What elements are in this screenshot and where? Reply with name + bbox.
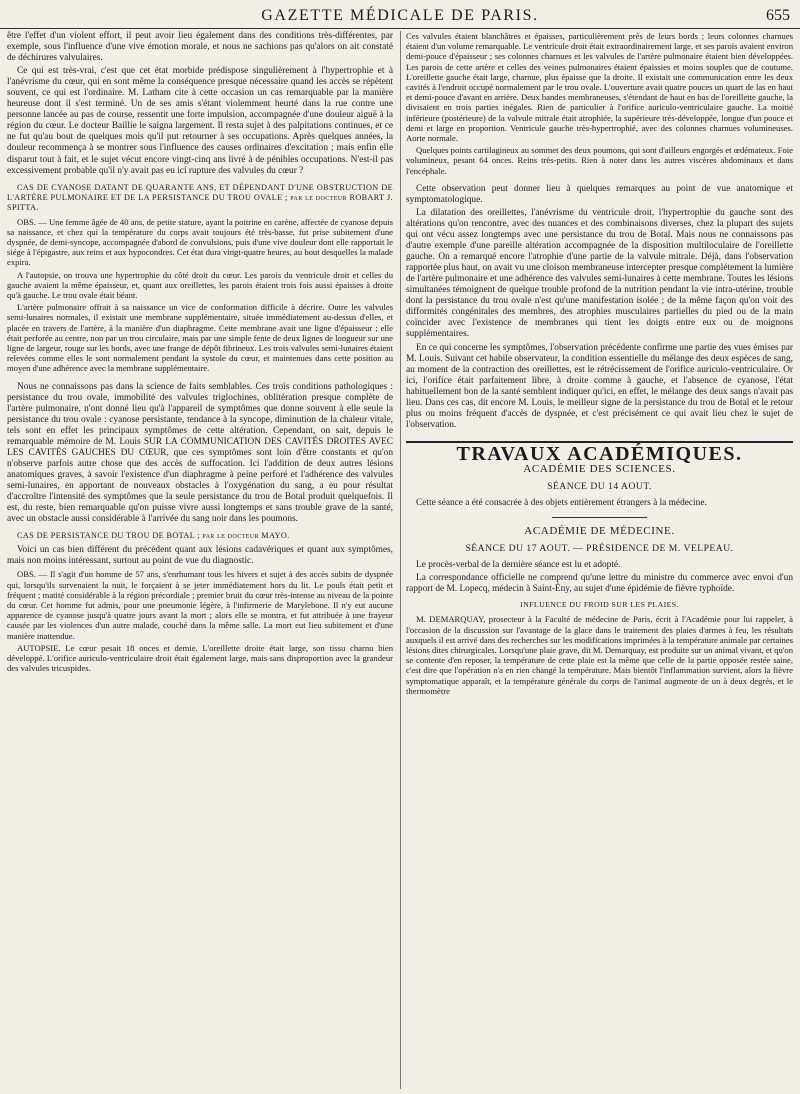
separator-rule [552, 517, 647, 518]
paragraph: Ces valvules étaient blanchâtres et épaisses, particulièrement près de leurs bords ; leurs colonnes charnues étaient d'un volume remarquable. Le ventricule droit était extraordinairement large, et ses parois avaient environ demi-pouce d'épaisseur ; ses colonnes charnues et les valvules de l'artère pulmonaire étaient bien développées. Les parois de cette artère et celles des veines pulmonaires étaient épaissies et moins souples que de coutume. L'oreillette gauche était large, charnue, plus épaisse que la droite. Il existait une communication entre les deux cavités à l'endroit occupé normalement par le trou ovale. L'ouverture avait quatre pouces un quart de las en haut et demi-pouce d'avant en arrière. Deux bandes membraneuses, s'étendant de haut en bas de l'oreillette gauche, la divisaient en trois parties inégales. Rien de particulier à l'orifice auriculo-ventriculaire gauche. La moitié inférieure (postérieure) de la valvule mitrale était atrophiée, la supérieure très-développée, longue d'un pouce et demi et large en proportion. Ventricule gauche très-hypertrophié, avec des colonnes charnues volumineuses. Aorte normale. [406, 31, 793, 144]
right-column [406, 31, 793, 1089]
session-heading: SÉANCE DU 14 AOUT. [547, 480, 652, 492]
section-title: TRAVAUX ACADÉMIQUES. [406, 441, 793, 460]
autopsy-paragraph: A l'autopsie, on trouva une hypertrophie du côté droit du cœur. Les parois du ventricule droit et celles du gauche avaient la même épaisseur, et, quant aux oreillettes, les parois étaient trois fois aussi épaisses à droite qu'à gauche. Le trou ovale était béant. [7, 269, 393, 301]
observation-paragraph: OBS. — Il s'agit d'un homme de 57 ans, s'enrhumant tous les hivers et sujet à des accès subits de dyspnée qui, lorsqu'ils survenaient la nuit, le forçaient à se jeter immédiatement hors du lit. Le pouls était petit et fréquent ; matité considérable à la région précordiale ; premier bruit du cœur très-intense au niveau de la pointe du cœur. Cet homme fut admis, pour une pneumonie légère, à l'infirmerie de Marylebone. Il n'y eut aucune apparence de cyanose jusqu'à quatre jours avant la mort ; alors elle se montra, et fut attribuée à une frayeur causée par les violences d'un autre malade, couché dans la même salle. La mort eut lieu subitement et d'une manière inattendue. [7, 569, 393, 641]
paragraph: La correspondance officielle ne comprend qu'une lettre du ministre du commerce avec envoi d'un rapport de M. Lopecq, médecin à Saint-Ény, au sujet d'une épidémie de fièvre typhoïde. [406, 573, 793, 595]
paragraph: L'artère pulmonaire offrait à sa naissance un vice de conformation difficile à décrire. Outre les valvules semi-lunaires normales, il existait une membrane supplémentaire, située immédiatement au-dessus d'elles, et placée en travers de l'artère, à la manière d'un diaphragme. Cette membrane avait une ligne d'épaisseur ; elle était perforée au centre, non par un trou circulaire, mais par une simple fente de deux lignes de longueur sur une ligne de largeur, rouge sur les bords, avec une frange de dépôt fibrineux. Les trois valvules semi-lunaires étaient relevées comme elles le sont normalement pendant la systole du cœur, et maintenues dans cette position au moyen d'une adhérence avec la membrane supplémentaire. [7, 302, 393, 374]
paragraph: Voici un cas bien différent du précédent quant aux lésions cadavériques et quant aux symptômes, mais non moins intéressant, surtout au point de vue du diagnostic. [7, 545, 393, 567]
paragraph: Nous ne connaissons pas dans la science de faits semblables. Ces trois conditions pathologiques : persistance du trou ovale, immobilité des valvules triglochines, oblitération presque complète de l'artère pulmonaire, n'ont donné lieu qu'à l'appareil de symptômes que donne souvent à elle seule la persistance du trou ovale : cyanose persistante, tendance à la syncope, diminution de la chaleur vitale, tels sont en effet les principaux symptômes de cette altération. Cependant, on sait, depuis le remarquable mémoire de M. Louis SUR LA COMMUNICATION DES CAVITÉS DROITES AVEC LES CAVITÉS GAUCHES DU CŒUR, que ces symptômes sont loin d'être constants et qu'on n'observe parfois autre chose que des accès de suffocation. Ici l'addition de deux autres lésions anatomiques graves, à savoir l'existence d'un diaphragme à peine perforé et l'adhérence des valvules semi-lunaires, en apportant de nouveaux obstacles à l'oxygénation du sang, a eu pour résultat d'accroître l'intensité des symptômes que la seule persistance du trou de Botal produit quelquefois. Il est, du reste, bien remarquable qu'on puisse vivre aussi longtemps et sans trouble grave de la santé, avec un obstacle aussi considérable à l'arrivée du sang noir dans les poumons. [7, 381, 393, 525]
paragraph: être l'effet d'un violent effort, il peut avoir lieu également dans des conditions très-différentes, par exemple, sous l'influence d'une vive émotion morale, et nous ne sachions pas qu'alors on ait constaté de déchirures valvulaires. [7, 31, 393, 64]
case-heading: CAS DE CYANOSE DATANT DE QUARANTE ANS, ET DÉPENDANT D'UNE OBSTRUCTION DE L'ARTÈRE PULMONAIRE ET DE LA PERSISTANCE DU TROU OVALE ; par le docteur ROBART J. SPITTA. [7, 182, 393, 212]
page-number: 655 [766, 7, 790, 24]
paragraph: La dilatation des oreillettes, l'anévrisme du ventricule droit, l'hypertrophie du gauche sont des altérations qu'on rencontre, avec des nuances et des combinaisons diverses, chez la plupart des sujets qui ont vécu assez longtemps avec une persistance du trou de Botal. Mais nous ne connaissons pas d'autre exemple d'une pareille altération accompagnée de la disposition multiloculaire de l'oreillette gauche. On a remarqué encore l'atrophie d'une partie de la valvule mitrale. Déjà, dans l'observation rapportée plus haut, on avait vu une cloison membraneuse intercepter presque complétement la lumière de l'artère pulmonaire et une adhérence des valvules semi-lunaires à cette membrane. Toutes les lésions simultanées témoignent de quelque trouble profond de la nutrition pendant la vie intra-utérine, trouble dont la persistance du trou ovale n'est qu'une manifestation isolée ; de la même façon qu'on voit des difformités congénitales des membres, des atrophies musculaires partielles du pied ou de la main coïncider avec l'existence de membranes qui tient les doigts entre eux ou de moignons supplémentaires. [406, 207, 793, 340]
paragraph: Ce qui est très-vrai, c'est que cet état morbide prédispose singulièrement à l'hypertrophie et à l'anévrisme du cœur, qui en sont même la conséquence presque nécessaire quand les accès se répètent souvent, ce qui est l'ordinaire. M. Latham cite à cette occasion un cas remarquable par la manière heureuse dont il s'est terminé. Un de ses amis s'étant violemment heurté dans la rue contre une personne lancée au pas de course, ressentit une forte impulsion, accompagnée d'une douleur aiguë à la région du cœur. Le docteur Baillie le saigna largement. Il resta sujet à des palpitations continues, et ce ne fut qu'au bout de quelques mois qu'il put retourner à ses occupations. Après quelques années, la douleur recommença à se montrer sous l'influence des causes ordinaires d'excitation ; mais enfin elle disparut tout à fait, et le sujet vécut encore vingt-cinq ans livré à de pénibles occupations. N'est-il pas excessivement probable qu'il n'y avait pas eu ici rupture des valvules du cœur ? [7, 66, 393, 176]
academy-heading: ACADÉMIE DE MÉDECINE. [524, 525, 675, 538]
paragraph: Le procès-verbal de la dernière séance est lu et adopté. [416, 560, 621, 571]
observation-paragraph: OBS. — Une femme âgée de 40 ans, de petite stature, ayant la poitrine en carène, affectée de cyanose depuis sa naissance, et chez qui la température du corps avait toujours été très-basse, fut prise subitement d'une dyspnée, de demi-syncope, accompagnée d'abord de convulsions, puis d'une vive douleur dont elle rapportait le siége à l'épigastre, aux reins et aux hypocondres. Cet état dura vingt-quatre heures, au bout desquelles la malade expira. [7, 216, 393, 268]
paragraph: Cette observation peut donner lieu à quelques remarques au point de vue anatomique et symptomatologique. [406, 183, 793, 205]
page-header [0, 0, 800, 29]
paragraph: Quelques points cartilagineux au sommet des deux poumons, qui sont d'ailleurs engorgés et œdémateux. Foie volumineux, pesant 64 onces. Reins très-petits. Rien à noter dans les autres viscères abdominaux et dans l'encéphale. [406, 145, 793, 176]
journal-title: GAZETTE MÉDICALE DE PARIS. [261, 7, 539, 24]
paragraph: Cette séance a été consacrée à des objets entièrement étrangers à la médecine. [416, 498, 707, 509]
subheading: INFLUENCE DU FROID SUR LES PLAIES. [520, 600, 679, 610]
paragraph: M. DEMARQUAY, prosecteur à la Faculté de médecine de Paris, écrit à l'Académie pour lui rappeler, à l'occasion de la discussion sur l'avantage de la glace dans le traitement des plaies d'armes à feu, les résultats auxquels il est arrivé dans des recherches sur les modifications imprimées à la température animale par certaines lésions dites chirurgicales. Lorsqu'une plaie grave, dit M. Demarquay, est produite sur un animal vivant, et qu'on se contente d'en reposer, la température de cette plaie est la même que celle de la partie opposée restée saine, c'est dire que l'opération n'a en rien changé la température. Mais bientôt l'inflammation survient, alors la fièvre symptomatique apparaît, et la température générale du corps de l'animal augmente de un à deux degrés, et le thermomètre [406, 614, 793, 696]
column-divider [400, 31, 401, 1089]
left-column [7, 31, 393, 1089]
academy-heading: ACADÉMIE DES SCIENCES. [523, 462, 676, 475]
autopsy-paragraph: AUTOPSIE. Le cœur pesait 18 onces et demie. L'oreillette droite était large, son tissu charnu bien développé. L'orifice auriculo-ventriculaire droit était également large, mais sans disproportion avec la grandeur des valvules tricuspides. [7, 642, 393, 674]
paragraph: En ce qui concerne les symptômes, l'observation précédente confirme une partie des vues émises par M. Louis. Suivant cet habile observateur, la condition essentielle du mélange des deux espèces de sang, au moment de la contraction des oreillettes, est le rétrécissement de l'orifice auriculo-ventriculaire. Or ici, l'orifice était parfaitement libre, à droite comme à gauche, et l'absence de cyanose, l'état habituellement bon de la santé semblent indiquer qu'ici, en effet, le mélange des deux sangs n'avait pas lieu. Dans ces cas, dit encore M. Louis, le meilleur signe de la persistance du trou de Botal et le retour plus ou moins fréquent d'accès de dyspnée, et c'est précisément ce qui avait lieu chez le sujet de l'observation. [406, 342, 793, 430]
session-heading: SÉANCE DU 17 AOUT. — PRÉSIDENCE DE M. VELPEAU. [465, 543, 734, 555]
case-heading: CAS DE PERSISTANCE DU TROU DE BOTAL ; par le docteur MAYO. [17, 531, 290, 541]
